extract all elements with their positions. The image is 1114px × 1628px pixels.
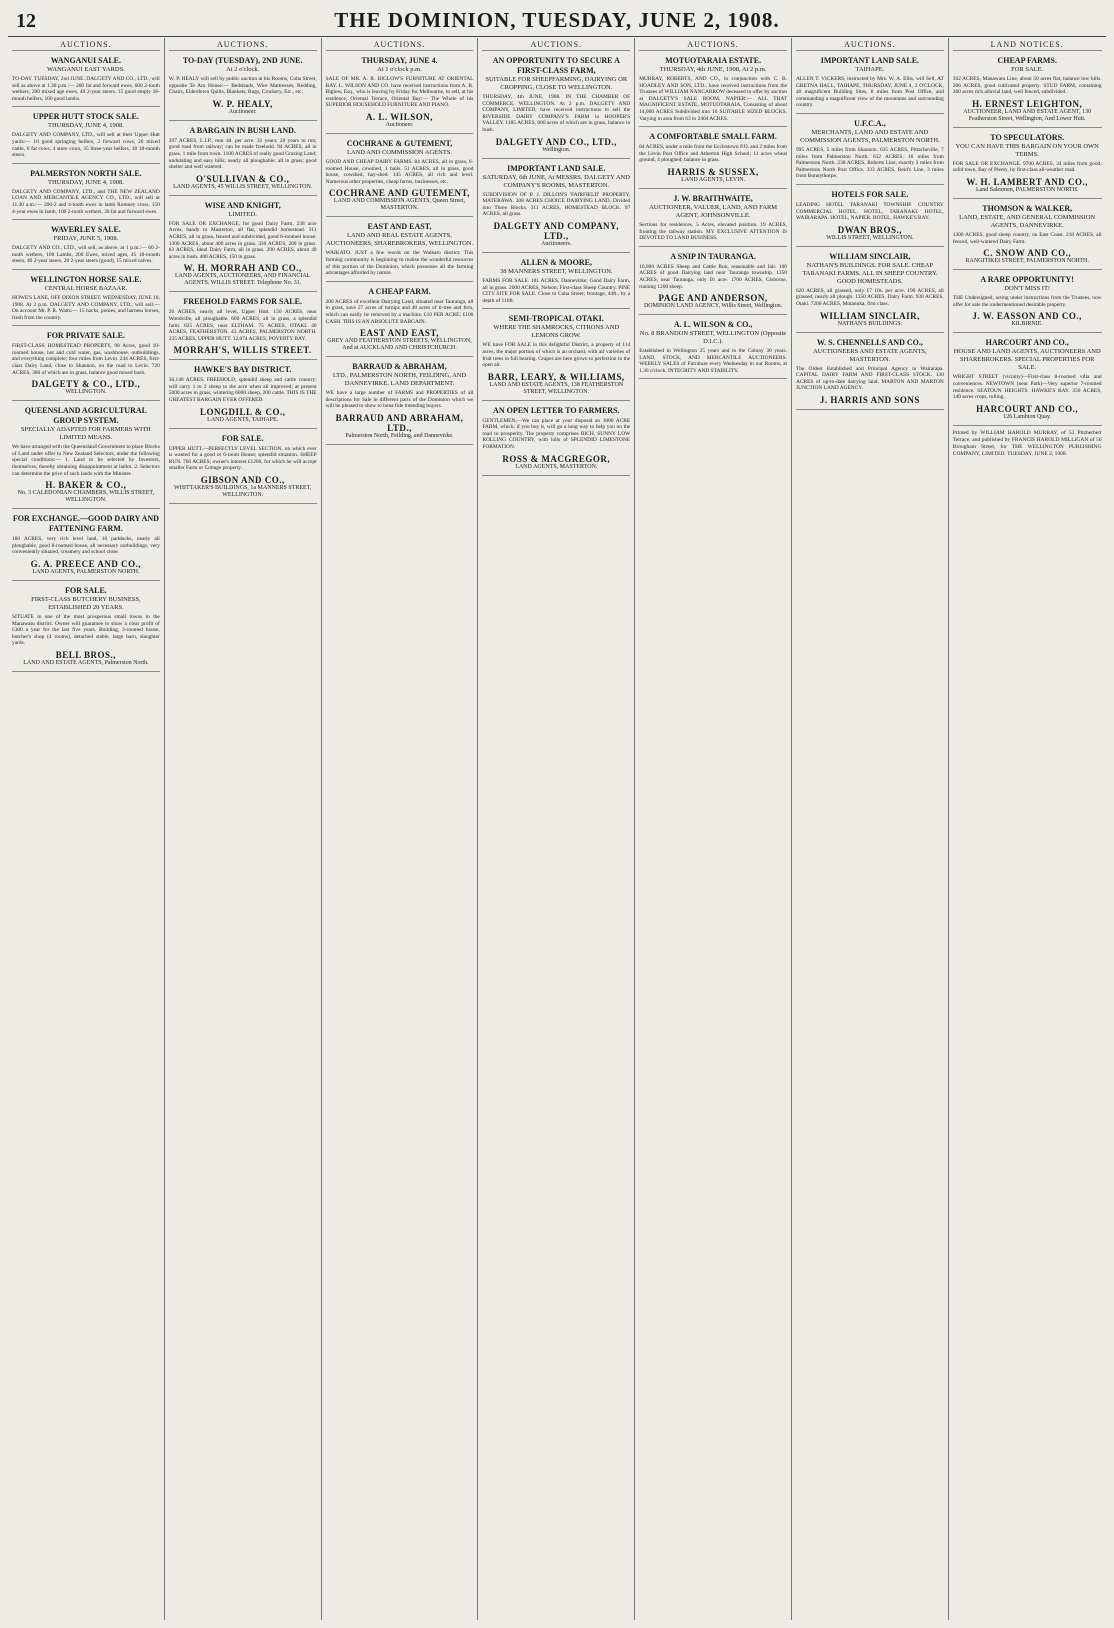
ad-body-text: 200 ACRES of excellent Dairying Land, situated near Tauranga, all in grass, save 27 acres of turnips and 40 acres of ti-tree and fern, which can easily be removed by a machine. £10 PER ACRE; £100 CASH. THIS IS AN ABSOLUTE BARGAIN.: [325, 298, 474, 325]
column-heading: AUCTIONS.: [482, 40, 630, 51]
column-heading: AUCTIONS.: [169, 40, 317, 51]
advertisement: [169, 432, 317, 504]
ad-body-text: ALLEN T. VICKERS, instructed by Mrs. W. A. Ellis, will Sell, AT GRETNA HALL, TAIHAPE, THURSDAY, JUNE 4, 2 O'CLOCK, 40 magnificent Building Sites, 8 miles from Post Office, and commanding a magnificent view of the mountains and surrounding country.: [795, 76, 944, 109]
ad-subheading: FIRST-CLASS BUTCHERY BUSINESS, ESTABLISHED 20 YEARS.: [31, 596, 141, 611]
advertisement: [169, 295, 317, 360]
ad-body-text: WE have a large number of FARMS and PROPERTIES of all descriptions for Sale in different parts of the Dominion which we will be pleased to show to bona fide intending buyers.: [325, 390, 474, 410]
advertisement: [169, 363, 317, 428]
ad-heading: WELLINGTON HORSE SALE.: [30, 274, 142, 284]
ad-signature-address: WELLINGTON.: [65, 389, 107, 396]
ad-body-text: THURSDAY, 4th JUNE, 1908. IN THE CHAMBER OF COMMERCE, WELLINGTON. At 2 p.m. DALGETY AND COMPANY, LIMITED, have received instructions to sell the RIVERSIDE DAIRY COMPANY'S FARM in HOOPER'S VALLEY. 1185 ACRES, 600 acres of which are in grass, balance in bush.: [482, 94, 631, 133]
advertisement: [12, 512, 160, 581]
ad-subheading: TAIHAPE.: [855, 66, 885, 73]
ad-subheading: WANGANUI EAST YARDS.: [46, 66, 125, 73]
ad-signature-address: DOMINION LAND AGENCY, Willis Street, Wellington.: [643, 303, 783, 310]
ad-signature: A. L. WILSON,: [365, 111, 434, 122]
ad-heading: EAST AND EAST,: [367, 222, 432, 232]
ad-subheading: SATURDAY, 6th JUNE, At MESSRS. DALGETY AND COMPANY'S ROOMS, MASTERTON.: [482, 173, 630, 189]
ad-signature-address: LAND AND ESTATE AGENTS, Palmerston North.: [23, 659, 149, 666]
ad-heading: U.F.C.A.,: [854, 118, 886, 128]
ad-heading: HAWKE'S BAY DISTRICT.: [194, 365, 292, 375]
ad-body-text: 36,140 ACRES, FREEHOLD, splendid sheep and cattle country; will carry 1 to 2 sheep to the acre when all improved; at present 5000 acres in grass, wintering 6000 sheep, 200 cattle. THIS IS THE GREATEST BARGAIN EVER OFFERED.: [168, 377, 317, 404]
ad-signature-address: Auctioneers.: [541, 240, 572, 247]
ad-body-text: WE have FOR SALE in this delightful District, a property of 114 acres, the major portion of which is an orchard, with all varieties of fruit trees in full bearing. Grapes are here grown to perfection in the open air.: [482, 342, 631, 369]
printer-imprint: Printed by WILLIAM HAROLD MURRAY, of 53 Pitzherbert Terrace, and published by FRANCIS HAROLD MILLIGAN of 56 Brougham Street, for THE WELLINGTON PUBLISHING COMPANY, LIMITED. TUESDAY, JUNE 2, 1908.: [952, 429, 1102, 457]
ad-signature: BELL BROS.,: [55, 649, 117, 660]
page-number: 12: [16, 10, 36, 32]
ad-body-text: 995 ACRES, 5 miles from Shannon. 635 ACRES, Pittacheville, 7 miles from Palmerston North. 612 ACRES, 16 miles from Palmerston North. 238 ACRES, Roberts Line, exactly 3 miles from Palmerston North Post Office. 333 ACRES, Reid's Line, 3 miles from Bunnythorpe.: [795, 146, 944, 180]
columns-container: [8, 38, 1106, 1620]
ad-body-text: FARMS FOR SALE. 181 ACRES, Dannevirke; Good Dairy Farm, all in grass. 2000 ACRES, Nelson; First-class Sheep Country. PINE CITY SITE FOR SALE. Close to Cuba Street; frontage, 44ft., by a depth of 116ft.: [482, 277, 631, 304]
ad-signature-address: Auctioneer.: [385, 121, 414, 128]
ad-signature: J. HARRIS AND SONS: [819, 394, 920, 405]
advertisement: [169, 124, 317, 196]
advertisement: [639, 250, 787, 315]
ad-signature: H. BAKER & CO.,: [45, 480, 127, 491]
ad-signature: HARRIS & SUSSEX,: [667, 166, 759, 177]
ad-heading: AN OPEN LETTER TO FARMERS.: [493, 405, 620, 415]
advertisement: [12, 404, 160, 509]
ad-body-text: 180 ACRES, very rich level land, 10 paddocks, nearly all ploughable, good 8-roomed house, all necessary outbuildings, very conveniently situated, creamery and school close.: [12, 536, 160, 556]
advertisement: [12, 329, 160, 401]
ad-heading: A CHEAP FARM.: [368, 286, 431, 296]
ad-body-text: 26 ACRES, nearly all level, Upper Hutt. 150 ACRES, near Woodville, all ploughable. 600 ACRES, all in grass, a splendid farm. 625 ACRES, near ELTHAM. 75 ACRES, OTAKI. 40 ACRES, FEATHERSTON. 43 ACRES, PALMERSTON NORTH. 235 ACRES, UPPER HUTT. 12,074 ACRES, POVERTY BAY.: [168, 309, 317, 342]
ad-signature: DALGETY AND CO., LTD.,: [495, 136, 617, 147]
column-heading: AUCTIONS.: [639, 40, 787, 51]
ad-signature: BARRAUD AND ABRAHAM, LTD.,: [335, 412, 464, 433]
ad-heading: COCHRANE & GUTEMENT,: [346, 138, 453, 148]
advertisement: [482, 256, 630, 309]
advertisement: [326, 360, 474, 445]
ad-signature: DALGETY & CO., LTD.,: [31, 379, 141, 390]
column-5: [635, 38, 792, 1620]
ad-body-text: The Oldest Established and Principal Agency in Wairarapa. CAPITAL DAIRY FARM AND FIRST-CLASS STOCK. 130 ACRES of up-to-date dairying land. MARTON AND MARTON JUNCTION LAND AGENCY.: [795, 365, 944, 392]
ad-subheading: THURSDAY, 4th JUNE, 1908, At 2 p.m.: [659, 66, 767, 73]
ad-heading: FOR EXCHANGE.—GOOD DAIRY AND FATTENING FARM.: [12, 514, 159, 534]
ad-subheading: CENTRAL HORSE BAZAAR.: [44, 284, 128, 292]
advertisement: [326, 137, 474, 217]
column-4: [478, 38, 635, 1620]
advertisement: [12, 584, 160, 672]
ad-signature-address: Land Salesmen, PALMERSTON NORTH.: [975, 186, 1079, 193]
ad-body-text: HOWE'S LANE, OFF DIXON STREET. WEDNESDAY, JUNE 10, 1908. At 2 p.m. DALGETY AND COMPANY, LTD., will sell:— On account Mr. P. R. Watts:— 15 hacks, ponies, and harness horses, fresh from the country.: [12, 294, 160, 321]
ad-signature-address: 126 Lambton Quay.: [1003, 413, 1052, 420]
ad-heading: CHEAP FARMS.: [997, 56, 1057, 65]
ad-signature: C. SNOW AND CO.,: [983, 248, 1072, 259]
advertisement: [953, 131, 1102, 199]
ad-subheading: NATHAN'S BUILDINGS. FOR SALE. CHEAP TARANAKI FARMS. ALL IN SHEEP COUNTRY. GOOD HOMESTEADS.: [802, 261, 938, 285]
ad-signature: W. H. LAMBERT AND CO.,: [966, 176, 1089, 187]
ad-signature: ROSS & MACGREGOR,: [502, 453, 611, 464]
ad-signature-address: LAND AGENTS, MASTERTON.: [515, 463, 598, 470]
ad-signature: G. A. PREECE AND CO.,: [30, 559, 142, 569]
ad-subheading: No. 8 BRANDON STREET, WELLINGTON (Opposite D.I.C.).: [639, 330, 787, 346]
advertisement: [482, 404, 630, 476]
ad-signature-address: RANGITIKEI STREET, PALMERSTON NORTH.: [965, 258, 1089, 265]
ad-signature: EAST AND EAST,: [360, 328, 439, 339]
advertisement: [953, 336, 1102, 425]
ad-subheading: SUITABLE FOR SHEEPFARMING, DAIRYING OR CROPPING, CLOSE TO WELLINGTON.: [485, 76, 628, 91]
advertisement: [953, 273, 1102, 333]
advertisement: [12, 223, 160, 270]
ad-body-text: 362 ACRES, Manawatu Line, about 50 acres flat, balance low hills. 206 ACRES, good cultivated property. STUD FARM, containing 360 acres rich alluvial land, well fenced, subdivided.: [952, 76, 1102, 96]
ad-heading: IMPORTANT LAND SALE.: [507, 163, 606, 173]
advertisement: [12, 110, 160, 163]
ad-signature-address: LAND AGENTS, PALMERSTON NORTH.: [32, 569, 140, 575]
ad-signature-address: LAND AND COMMISSION AGENTS, Queen Street, MASTERTON.: [333, 198, 466, 212]
ad-subheading: YOU CAN HAVE THIS BARGAIN ON YOUR OWN TERMS.: [955, 142, 1099, 158]
ad-heading: MOTUOTARAIA ESTATE.: [665, 56, 762, 65]
ad-heading: WISE AND KNIGHT,: [204, 200, 281, 210]
ad-signature-address: LAND AGENTS, TAIHAPE.: [207, 416, 279, 423]
advertisement: [953, 54, 1102, 128]
advertisement: [12, 54, 160, 107]
ad-heading: HARCOURT AND CO.,: [985, 338, 1069, 348]
ad-body-text: MURRAY, ROBERTS, AND CO., in conjunction with C. B. HOADLEY AND SON, LTD., have received instructions from the Trustees of WILLIAM NANCARROW deceased to offer by auction at DALGETY'S SALE ROOM, NAPIER:— ALL THAT MAGNIFICENT ESTATE, MOTUOTARAIA, Consisting of about 14,000 ACRES Subdivided into 16 SUITABLE SIZED BLOCKS, Varying in area from 63 to 2404 ACRES.: [639, 76, 787, 122]
ad-signature: O'SULLIVAN & CO.,: [196, 173, 290, 184]
ad-body-text: Established in Wellington 25 years and in the Colony 30 years. LAND, STOCK, AND MERCANTILE AUCTIONEERS. WEEKLY SALES of Furniture every Wednesday in our Rooms, at 1.30 o'clock. INTEGRITY AND STABILITY.: [639, 348, 787, 374]
ad-heading: WAVERLEY SALE.: [50, 225, 121, 235]
ad-signature-address: Palmerston North, Feilding, and Dannevirke.: [345, 432, 454, 439]
advertisement: [326, 220, 474, 281]
advertisement: [326, 54, 474, 134]
ad-signature-address: AUCTIONEER, LAND AND ESTATE AGENT, 130 Featherston Street, Wellington, And Lower Hutt.: [963, 108, 1092, 122]
ad-signature: DWAN BROS.,: [837, 224, 903, 235]
ad-heading: WILLIAM SINCLAIR,: [829, 251, 911, 261]
ad-body-text: W. P. HEALY will sell by public auction at his Rooms, Cuba Street, opposite Te Aro House:— Bedsteads, Wire Mattresses, Bedding, Chairs, Eiderdown Quilts, Blankets, Rugs, Crockery, Etc., etc.: [168, 76, 317, 96]
ad-heading: IMPORTANT LAND SALE.: [820, 56, 920, 65]
ad-heading: A COMFORTABLE SMALL FARM.: [649, 132, 777, 142]
ad-body-text: TO-DAY. TUESDAY, 2nd JUNE. DALGETY AND CO., LTD., will sell as above at 1.30 p.m.:— 200 fat and forward ewes, 600 2-tooth wethers, 200 mixed age ewes, 40 2-year steers, 15 good empty 18-month heifers, 100 good lambs.: [12, 76, 160, 102]
advertisement: [639, 318, 787, 379]
ad-heading: A SNIP IN TAURANGA.: [670, 251, 756, 261]
ad-heading: FOR SALE.: [221, 433, 264, 443]
ad-subheading: SPECIALLY ADAPTED FOR FARMERS WITH LIMITED MEANS.: [20, 426, 151, 442]
ad-subheading: 38 MANNERS STREET, WELLINGTON.: [500, 267, 613, 275]
advertisement: [639, 192, 787, 247]
advertisement: [639, 54, 787, 127]
newspaper-title: THE DOMINION, TUESDAY, JUNE 2, 1908.: [334, 8, 780, 32]
ad-signature-address: Auctioneer.: [228, 108, 257, 115]
advertisement: [639, 130, 787, 189]
ad-heading: HOTELS FOR SALE.: [831, 189, 909, 199]
advertisement: [169, 54, 317, 121]
ad-signature-address: Wellington.: [542, 146, 571, 153]
ad-body-text: SUBDIVISION OF P. J. DILLON'S 'FAIRFIELD' PROPERTY, MATERAWA. 308 ACRES CHOICE DAIRYING LAND, Divided into Three Blocks. 311 ACRES, HOMESTEAD BLOCK. 97 ACRES, all grass.: [482, 191, 631, 218]
advertisement: [796, 250, 944, 333]
ad-signature: WILLIAM SINCLAIR,: [819, 310, 920, 321]
ad-signature: W. H. MORRAH AND CO.,: [183, 263, 302, 274]
ad-signature: GIBSON AND CO.,: [200, 475, 285, 486]
ad-body-text: SALE OF MR. A. R. BIGLOW'S FURNITURE AT ORIENTAL BAY. L. WILSON AND CO. have received instructions from A. R. Biglow, Esq., who is leaving by Friday for Melbourne, to sell, at his residence, Oriental Terrace, Oriental Bay:— The Whole of his SUPERIOR HOUSEHOLD FURNITURE AND PIANO.: [325, 76, 474, 109]
ad-signature: LONGDILL & CO.,: [199, 406, 286, 417]
column-6: [792, 38, 949, 1620]
ad-body-text: FOR SALE OR EXCHANGE. 9700 ACRES, 34 miles from good, solid town, Bay of Plenty, by first-class all-weather road.: [952, 160, 1102, 174]
ad-heading: W. S. CHENNELLS AND CO.,: [816, 337, 923, 347]
ad-signature-address: GREY AND FEATHERSTON STREETS, WELLINGTON, And at AUCKLAND AND CHRISTCHURCH.: [327, 338, 472, 352]
advertisement: [12, 273, 160, 326]
ad-signature-address: LAND AGENTS, AUCTIONEERS, AND FINANCIAL AGENTS. WILLIS STREET. Telephone No. 31.: [175, 273, 311, 287]
ad-subheading: AUCTIONEER, VALUER, LAND, AND FARM AGENT, JOHNSONVILLE.: [649, 203, 778, 219]
ad-subheading: LAND AND REAL ESTATE AGENTS, AUCTIONEERS, SHAREBROKERS, WELLINGTON.: [325, 232, 474, 248]
ad-subheading: LTD., PALMERSTON NORTH, FEILDING, AND DANNEVIRKE. LAND DEPARTMENT.: [332, 372, 467, 388]
ad-heading: THURSDAY, JUNE 4.: [361, 56, 438, 65]
ad-heading: AN OPPORTUNITY TO SECURE A FIRST-CLASS FARM,: [492, 56, 620, 75]
column-7: [949, 38, 1106, 1620]
ad-body-text: SITUATE in one of the most prosperous small towns in the Manawatu district. Owner will guarantee to show a clear profit of £300 a year for the last five years. Building, 3-roomed house, butcher's shop (4 rooms), detached stable, large barn, slaughter yards.: [12, 614, 160, 647]
column-1: [8, 38, 165, 1620]
ad-signature: PAGE AND ANDERSON,: [658, 293, 768, 304]
ad-body-text: WAIKATO. JUST a few words on the Waikato district: This farming community is beginning to realise the wonderful resources of this portion of the Dominion, which possesses all the farming advantages afforded by nature.: [325, 250, 474, 277]
ad-signature-address: LAND AND ESTATE AGENTS, 138 FEATHERSTON STREET, WELLINGTON.: [489, 381, 624, 395]
column-3: [322, 38, 479, 1620]
ad-heading: FOR PRIVATE SALE.: [46, 331, 125, 341]
ad-signature: COCHRANE AND GUTEMENT,: [328, 188, 471, 199]
advertisement: [796, 54, 944, 114]
ad-body-text: WRIGHT STREET (vicinity)—First-class 8-roomed villa and conveniences. NEWTOWN (near Park)—Very superior 7-roomed residence. SEATOUN HEIGHTS. HAWKE'S BAY. 350 ACRES, 140 acres crops, rolling.: [952, 374, 1102, 401]
ad-heading: SEMI-TROPICAL OTAKI.: [508, 314, 604, 324]
ad-heading: BARRAUD & ABRAHAM,: [352, 362, 447, 372]
advertisement: [953, 202, 1102, 270]
advertisement: [796, 117, 944, 185]
ad-subheading: LIMITED.: [228, 210, 257, 218]
ad-heading: TO-DAY (TUESDAY), 2ND JUNE.: [182, 56, 303, 65]
ad-body-text: FOR SALE OR EXCHANGE, for good Dairy Farm, 238 acre Acres, handy to Masterton, all flat, splendid homestead. 311 ACRES, all in grass, fenced and subdivided, good 6-roomed house. 1300 ACRES, about 400 acres in grass. 330 ACRES, 200 in grass. 83 ACRES, Ideal Dairy Farm, all in grass. 200 ACRES, about 40 acres in bush. 400 ACRES, 150 in grass.: [168, 220, 317, 260]
column-heading: LAND NOTICES.: [953, 40, 1102, 51]
ad-subheading: WHERE THE SHAMROCKS, CITRONS AND LEMONS GROW.: [493, 324, 620, 340]
advertisement: [326, 285, 474, 357]
advertisement: [796, 188, 944, 247]
ad-subheading: THURSDAY, JUNE 4, 1908.: [47, 122, 124, 130]
ad-signature: W. P. HEALY,: [212, 98, 273, 109]
ad-subheading: FOR SALE.: [1011, 66, 1044, 73]
ad-heading: THOMSON & WALKER,: [982, 203, 1073, 213]
ad-heading: ALLEN & MOORE,: [520, 257, 592, 267]
advertisement: [796, 336, 944, 410]
ad-body-text: 620 ACRES, all grassed, only £7 10s. per acre. 190 ACRES, all grassed, nearly all plough. 1350 ACRES, Dairy Farm. 930 ACRES, Otaki. 7200 ACRES, Motanuka, first class.: [795, 287, 944, 307]
advertisement: [482, 54, 630, 159]
ad-body-text: DALGETY AND CO., LTD., will sell, as above, at 1 p.m.:— 60 2-tooth wethers, 100 Lambs, 200 Ewes, mixed ages, 45 18-month steers, 40 2-year steers, 20 2-year steers (good), 15 mixed calves.: [12, 245, 160, 265]
ad-heading: FREEHOLD FARMS FOR SALE.: [183, 297, 302, 307]
ad-signature: J. W. EASSON AND CO.,: [972, 311, 1082, 322]
ad-subheading: At 2 o'clock.: [226, 66, 260, 73]
ad-body-text: 1300 ACRES, good sheep country, on East Coast. 218 ACRES, all fenced, well-watered Dairy Farm.: [952, 231, 1102, 245]
ad-body-text: 84 ACRES, under a mile from the Ecclestown P.O. and 2 miles from the Levin Post Office and Atherton High School; 11 acres wheat ground, 4 ploughed; balance in grass.: [639, 144, 787, 164]
ad-body-text: GOOD AND CHEAP DAIRY FARMS. 84 ACRES, all in grass, 6-roomed House, cowshed, 1 bails. 51 ACRES, all in grass, good house, cowshed, hay-shed. 145 ACRES, all rich and level. Numerous other properties, cheap farms, businesses, etc.: [325, 158, 474, 185]
ad-heading: A BARGAIN IN BUSH LAND.: [189, 125, 296, 135]
masthead: [8, 8, 1106, 37]
ad-body-text: Sections for residences. 5 Acres, elevated position. 19 ACRES, fronting the railway station. MY EXCLUSIVE ATTENTION IS DEVOTED TO LAND BUSINESS.: [639, 221, 787, 242]
ad-body-text: 10,000 ACRES Sheep and Cattle Run, reasonable and fair. 100 ACRES of good Dairying land near Tauranga township. 1350 ACRES, near Tauranga, only £6 acre. 1700 ACRES, Gisborne, running 1200 sheep.: [639, 263, 787, 290]
ad-body-text: GENTLEMEN,—We can place at your disposal an 1800 ACRE FARM, which, if you buy it, will go a long way to help you on the road to prosperity. The property comprises RICH, SUNNY LOW ROLLING COUNTRY, with hills of SPLENDID LIMESTONE FORMATION.: [482, 417, 631, 451]
ad-subheading: LAND, ESTATE, AND GENERAL COMMISSION AGENTS, DANNEVIRKE.: [959, 213, 1096, 229]
ad-subheading: LAND AND COMMISSION AGENTS.: [346, 148, 453, 156]
ad-body-text: DALGETY AND COMPANY, LTD., and THE NEW ZEALAND LOAN AND MERCANTILE AGENCY CO., LTD., will sell at 11.30 a.m.:— 200-2 and 4-tooth ewes in lamb Romney cross, 150 4-year ewes in lamb, 100 2-tooth wethers, 30 fat and forward ewes.: [12, 188, 160, 215]
ad-signature-address: WHITTAKER'S BUILDINGS, 1a MANNERS STREET, WELLINGTON.: [173, 485, 312, 499]
ad-subheading: FRIDAY, JUNE 5, 1908.: [53, 235, 119, 243]
ad-heading: TO SPECULATORS.: [990, 132, 1065, 142]
ad-body-text: 397 ACRES, L.I.P., rent 4d. per acre. 31 years; 20 years to run; good road from railway; can be made freehold. 94 ACRES, all in grass, 1 mile from town. 1100 ACRES of really good Grazing Land; undulating and easy hills; nearly all ploughable; all in grass; good shelter and well watered.: [168, 137, 317, 171]
ad-signature-address: WILLIS STREET, WELLINGTON.: [826, 234, 914, 241]
ad-signature-address: NATHAN'S BUILDINGS.: [837, 320, 903, 327]
ad-heading: WANGANUI SALE.: [50, 56, 122, 65]
ad-body-text: THE Undersigned, acting under instructions from the Trustees, now offer for sale the undermentioned desirable property.: [952, 295, 1102, 308]
ad-heading: PALMERSTON NORTH SALE.: [30, 168, 142, 178]
column-heading: AUCTIONS.: [796, 40, 944, 51]
ad-body-text: DALGETY AND COMPANY, LTD., will sell at their Upper Hutt yards:— 10 good springing heifers, 2 forward cows, 20 mixed cattle, 6 fat cows, 4 store cows, 35 three-year heifers, 18 18-month steers.: [12, 132, 160, 159]
ad-heading: A. L. WILSON & CO.,: [673, 320, 753, 330]
column-heading: AUCTIONS.: [12, 40, 160, 51]
ad-heading: FOR SALE.: [65, 586, 107, 595]
ad-subheading: HOUSE AND LAND AGENTS, AUCTIONEERS AND SHAREBROKERS. SPECIAL PROPERTIES FOR SALE.: [953, 348, 1101, 372]
ad-signature: BARR, LEARY, & WILLIAMS,: [487, 371, 625, 382]
advertisement: [482, 312, 630, 400]
ad-subheading: MERCHANTS, LAND AND ESTATE AND COMMISSION AGENTS, PALMERSTON NORTH.: [800, 128, 940, 144]
ad-subheading: THURSDAY, JUNE 4, 1908.: [47, 178, 124, 186]
ad-body-text: FIRST-CLASS HOMESTEAD PROPERTY, 90 Acres, good 10-roomed house, hot and cold water, gas, washhouse, outbuildings, and everything complete; four miles from Levin. 244 ACRES, first-class Dairy Land, close to Shannon, on the road to Levin. 720 ACRES, 300 of which are in grass, balance good mixed bush.: [12, 343, 160, 376]
ad-signature-address: LAND AGENTS, 45 WILLIS STREET, WELLINGTON.: [173, 183, 313, 190]
ad-body-text: UPPER HUTT.—PERFECTLY LEVEL SECTION, on which ever is wanted for a good or 6-room House; splendid situation. SHEEP RUN. 760 ACRES; owner's interest £1200, for which he will accept smaller Farm or Cottage property.: [168, 445, 317, 472]
ad-signature: DALGETY AND COMPANY, LTD.,: [493, 220, 619, 241]
column-heading: AUCTIONS.: [326, 40, 474, 51]
ad-subheading: DON'T MISS IT!: [1004, 285, 1051, 293]
ad-body-text: We have arranged with the Queensland Government to place Blocks of Land under offer to New Zealand Selectors, under the following special conditions:— 1. Land to be selected by Investors, themselves, thereby obtaining disappointment at ballot. 2. Selectors can determine the price of such lands with the Minister.: [12, 444, 160, 477]
ad-heading: A RARE OPPORTUNITY!: [980, 275, 1074, 285]
ad-subheading: At 1 o'clock p.m.: [377, 66, 422, 73]
advertisement: [482, 162, 630, 253]
ad-body-text: LEADING HOTEL TARANAKI TOWNSHIP. COUNTRY COMMERCIAL HOTEL. HOTEL, TARANAKI. HOTEL, WAIRARAPA. HOTEL, NAPIER. HOTEL, HAWKE'S BAY.: [795, 201, 944, 222]
ad-signature-address: No. 3 CALEDONIAN CHAMBERS, WILLIS STREET, WELLINGTON.: [17, 490, 155, 504]
ad-signature-address: LAND AGENTS, LEVIN.: [681, 176, 746, 183]
ad-signature-address: KILBIRNIE.: [1011, 321, 1043, 328]
column-2: [165, 38, 322, 1620]
ad-signature: MORRAH'S, WILLIS STREET.: [173, 345, 312, 356]
advertisement: [12, 167, 160, 220]
ad-subheading: AUCTIONEERS AND ESTATE AGENTS, MASTERTON.: [813, 347, 927, 363]
ad-signature: HARCOURT AND CO.,: [976, 403, 1079, 414]
advertisement: [169, 199, 317, 293]
ad-heading: J. W. BRAITHWAITE,: [673, 193, 753, 203]
ad-heading: QUEENSLAND AGRICULTURAL GROUP SYSTEM.: [24, 406, 147, 426]
ad-signature: H. ERNEST LEIGHTON,: [972, 98, 1083, 109]
ad-heading: UPPER HUTT STOCK SALE.: [32, 112, 139, 122]
